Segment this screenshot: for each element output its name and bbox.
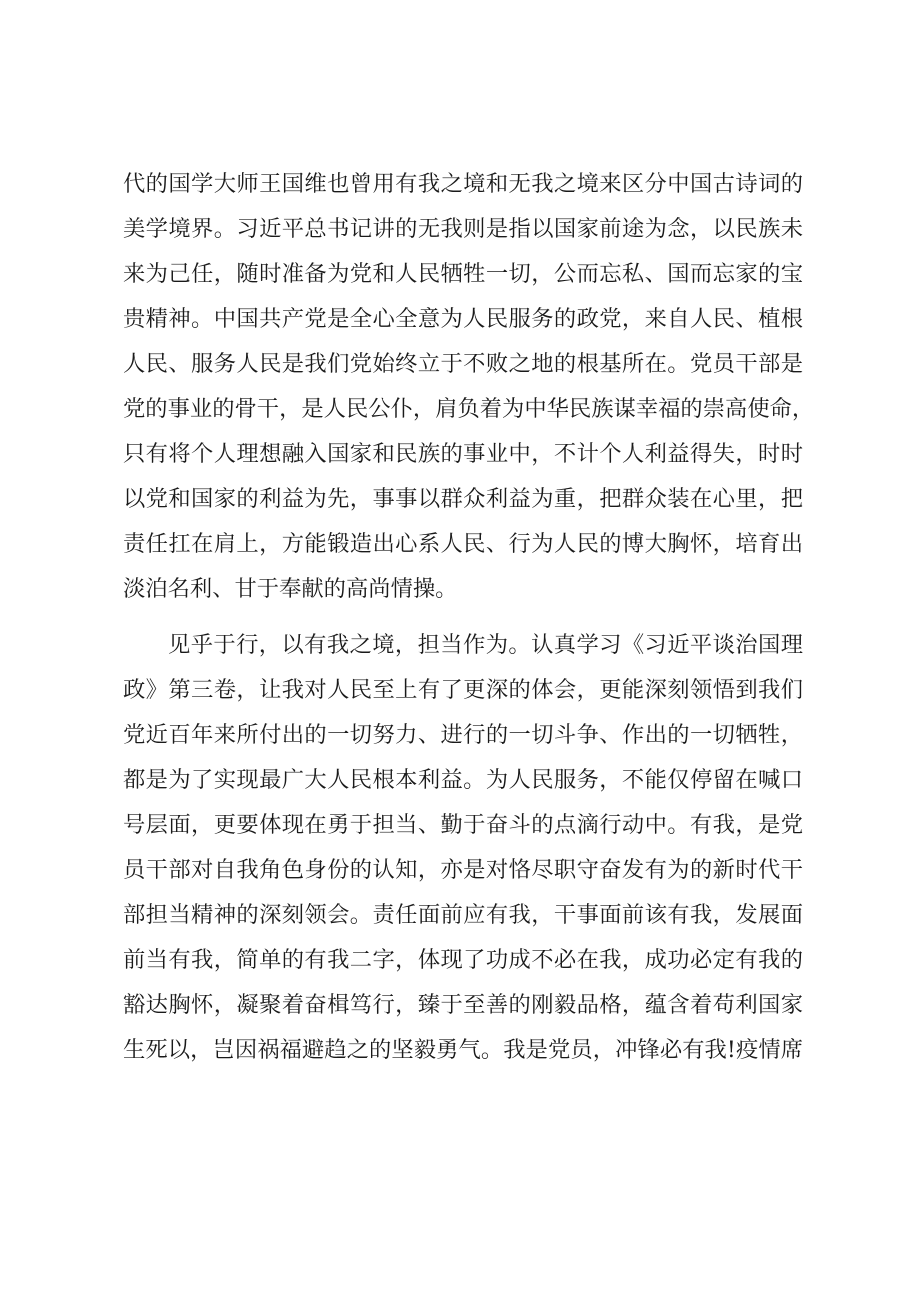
text-line: 党的事业的骨干，是人民公仆，肩负着为中华民族谋幸福的崇高使命， — [123, 396, 815, 422]
text-line: 人民、服务人民是我们党始终立于不败之地的根基所在。党员干部是 — [123, 351, 803, 377]
text-line: 号层面，更要体现在勇于担当、勤于奋斗的点滴行动中。有我，是党 — [123, 812, 803, 838]
text-line: 生死以，岂因祸福避趋之的坚毅勇气。我是党员，冲锋必有我!疫情席 — [123, 1037, 803, 1063]
text-line: 见乎于行，以有我之境，担当作为。认真学习《习近平谈治国理 — [168, 632, 803, 658]
text-line: 来为己任，随时准备为党和人民牺牲一切，公而忘私、国而忘家的宝 — [123, 261, 803, 287]
text-line: 豁达胸怀，凝聚着奋楫笃行，臻于至善的刚毅品格，蕴含着苟利国家 — [123, 992, 803, 1018]
text-line: 代的国学大师王国维也曾用有我之境和无我之境来区分中国古诗词的 — [123, 171, 803, 197]
document-body — [123, 162, 815, 1073]
paragraph — [123, 162, 815, 612]
text-line: 前当有我，简单的有我二字，体现了功成不必在我，成功必定有我的 — [123, 947, 803, 973]
text-line: 员干部对自我角色身份的认知，亦是对恪尽职守奋发有为的新时代干 — [123, 857, 803, 883]
text-line: 淡泊名利、甘于奉献的高尚情操。 — [123, 576, 458, 602]
text-line: 只有将个人理想融入国家和民族的事业中，不计个人利益得失，时时 — [123, 441, 803, 467]
text-line: 政》第三卷，让我对人民至上有了更深的体会，更能深刻领悟到我们 — [123, 677, 803, 703]
text-line: 党近百年来所付出的一切努力、进行的一切斗争、作出的一切牺牲， — [123, 722, 803, 748]
paragraph-gap — [123, 612, 803, 623]
text-line: 都是为了实现最广大人民根本利益。为人民服务，不能仅停留在喊口 — [123, 767, 803, 793]
text-line: 美学境界。习近平总书记讲的无我则是指以国家前途为念，以民族未 — [123, 216, 803, 242]
text-line: 部担当精神的深刻领会。责任面前应有我，干事面前该有我，发展面 — [123, 902, 803, 928]
text-line: 以党和国家的利益为先，事事以群众利益为重，把群众装在心里，把 — [123, 486, 803, 512]
text-line: 贵精神。中国共产党是全心全意为人民服务的政党，来自人民、植根 — [123, 306, 803, 332]
paragraph — [123, 623, 803, 1073]
text-line: 责任扛在肩上，方能锻造出心系人民、行为人民的博大胸怀，培育出 — [123, 531, 803, 557]
